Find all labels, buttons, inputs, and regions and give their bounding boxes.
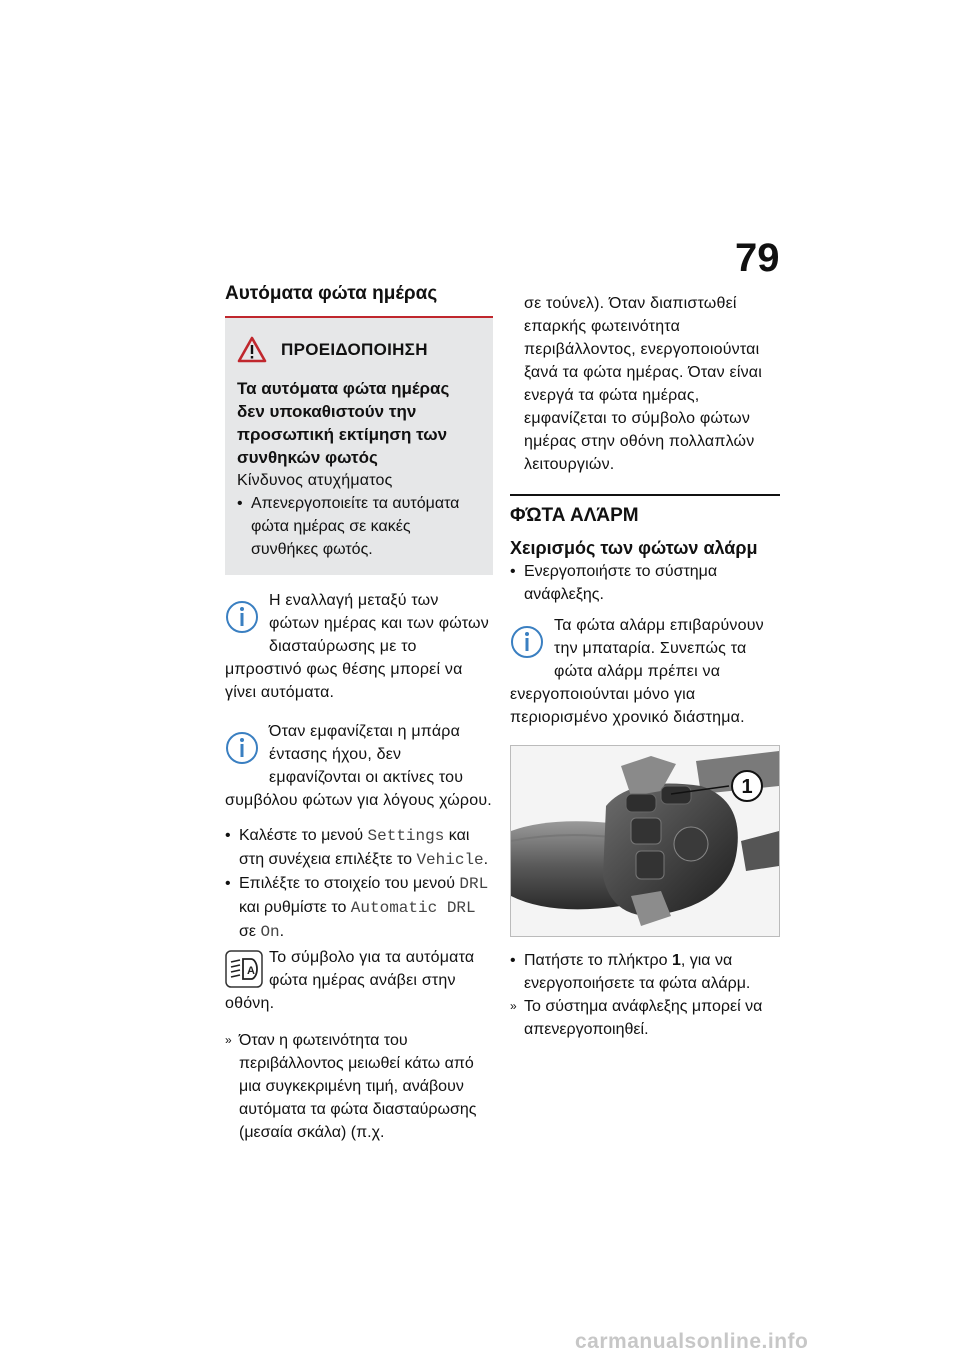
chapter-divider bbox=[510, 494, 780, 496]
warning-triangle-icon bbox=[237, 336, 267, 363]
left-column bbox=[225, 282, 493, 1144]
sub-title: Χειρισμός των φώτων αλάρμ bbox=[510, 538, 758, 558]
handlebar-switch-photo bbox=[510, 745, 780, 937]
drl-symbol-note: A Το σύμβολο για τα αυτόματα φώτα ημέρας ανάβει στην οθόνη. bbox=[225, 949, 475, 1012]
step-press-button: • Πατήστε το πλήκτρο 1, για να ενεργοποιήσετε τα φώτα αλάρμ. bbox=[510, 952, 751, 992]
warning-risk: Κίνδυνος ατυχήματος bbox=[237, 472, 393, 489]
info-icon bbox=[225, 595, 259, 639]
svg-text:A: A bbox=[247, 965, 256, 977]
result-text: » Όταν η φωτεινότητα του περιβάλλοντος μειωθεί κάτω από μια συγκεκριμένη τιμή, ανάβουν αυτόματα τα φώτα διασταύρωσης (μεσαία σκάλα) (π.χ. bbox=[225, 1032, 477, 1141]
handlebar-switch-illustration bbox=[511, 746, 779, 936]
warning-bullet: • Απενεργοποιείτε τα αυτόματα φώτα ημέρας σε κακές συνθήκες φωτός. bbox=[237, 495, 460, 558]
step-drl: • Επιλέξτε το στοιχείο του μενού DRL και ρυθμίστε το Automatic DRL σε On. bbox=[225, 875, 489, 941]
section-title: Αυτόματα φώτα ημέρας bbox=[225, 283, 438, 304]
info-note-2: Όταν εμφανίζεται η μπάρα έντασης ήχου, δεν εμφανίζονται οι ακτίνες του συμβόλου φώτων για λόγους χώρου. bbox=[225, 723, 492, 809]
chapter-title: ΦΏΤΑ ΑΛΆΡΜ bbox=[510, 505, 639, 526]
callout-number: 1 bbox=[741, 776, 753, 798]
info-icon bbox=[510, 620, 544, 664]
info-icon bbox=[225, 726, 259, 770]
step-settings: • Καλέστε το μενού Settings και στη συνέχεια επιλέξτε το Vehicle. bbox=[225, 827, 489, 869]
info-note-1: Η εναλλαγή μεταξύ των φώτων ημέρας και των φώτων διασταύρωσης με το μπροστινό φως θέσης μπορεί να γίνει αυτόματα. bbox=[225, 592, 489, 701]
info-note-battery: Τα φώτα αλάρμ επιβαρύνουν την μπαταρία. Συνεπώς τα φώτα αλάρμ πρέπει να ενεργοποιούνται μόνο για περιορισμένο χρονικό διάστημα. bbox=[510, 617, 764, 726]
step-ignition: • Ενεργοποιήστε το σύστημα ανάφλεξης. bbox=[510, 563, 718, 603]
warning-heading: Τα αυτόματα φώτα ημέρας δεν υποκαθιστούν την προσωπική εκτίμηση των συνθηκών φωτός bbox=[237, 379, 450, 467]
warning-title: ΠΡΟΕΙΔΟΠΟΙΗΣΗ bbox=[281, 339, 428, 359]
page-number: 79 bbox=[735, 236, 780, 280]
warning-box bbox=[225, 318, 493, 575]
result-ignition: » Το σύστημα ανάφλεξης μπορεί να απενεργοποιηθεί. bbox=[510, 998, 763, 1038]
right-column bbox=[510, 292, 780, 1041]
continued-text: σε τούνελ). Όταν διαπιστωθεί επαρκής φωτεινότητα περιβάλλοντος, ενεργοποιούνται ξανά τα φώτα ημέρας. Όταν είναι ενεργά τα φώτα ημέρας, εμφανίζεται το σύμβολο φώτων ημέρας στην οθόνη πολλαπλών λειτουργιών. bbox=[524, 295, 762, 473]
watermark: carmanualsonline.info bbox=[575, 1330, 809, 1353]
auto-drl-symbol-icon bbox=[225, 950, 263, 988]
warning-header bbox=[237, 336, 481, 363]
